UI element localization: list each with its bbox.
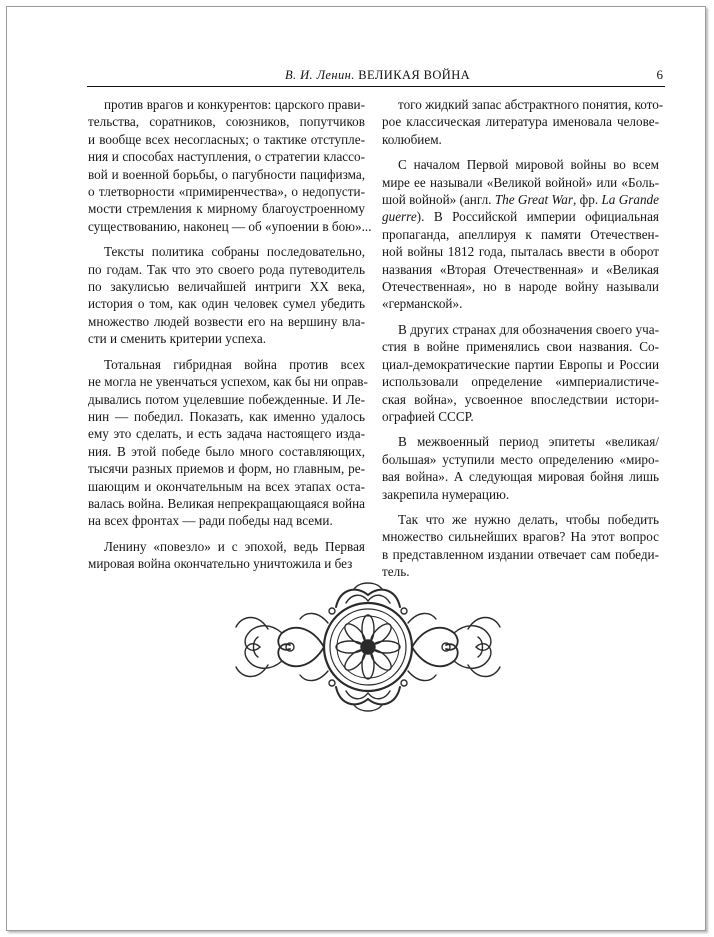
- paragraph: [88, 243, 365, 347]
- header-title: ВЕЛИКАЯ ВОЙНА: [358, 68, 471, 82]
- paragraph: [88, 96, 372, 235]
- text-line: мости стремления к мирному благоустроенному: [88, 201, 365, 217]
- running-head: [285, 68, 470, 83]
- text-line: колюбием.: [382, 131, 442, 147]
- right-text-column: [382, 96, 664, 589]
- text-line: тысячи разных приемов и форм, но главным, ре-: [88, 461, 365, 477]
- text-line: ния и способах наступления, о стратегии классо-: [88, 149, 365, 165]
- text-line: большая» уступили место определению «миро-: [382, 451, 659, 467]
- text-line: В других странах для обозначения своего уча-: [398, 321, 659, 337]
- text-line: мировая война окончательно уничтожила и без: [88, 556, 353, 572]
- text-line: шой войной» (англ. The Great War, фр. La Grande: [382, 192, 660, 208]
- text-line: шающим и окончательным на всех этапах оста-: [88, 478, 365, 494]
- text-line: В межвоенный период эпитеты «великая/: [398, 434, 659, 450]
- text-line: по годам. Так что это своего рода путеводитель: [88, 261, 365, 277]
- text-line: использовали определение «империалистиче-: [382, 374, 659, 390]
- paragraph: [382, 511, 659, 581]
- text-line: валась война. Великая непрекращающаяся война: [88, 495, 365, 511]
- text-line: закрепила нумерацию.: [382, 486, 510, 502]
- text-line: Ленину «повезло» и с эпохой, ведь Первая: [104, 538, 365, 554]
- text-line: в представленном издании отвечает сам победи-: [382, 546, 659, 562]
- paragraph: [382, 321, 659, 425]
- text-line: существованию, наконец — об «упоении в бою»...: [88, 218, 372, 234]
- text-line: «германской».: [382, 296, 463, 312]
- text-line: названия «Вторая Отечественная» и «Великая: [382, 261, 659, 277]
- text-line: ская война», усвоенное впоследствии истори-: [382, 391, 659, 407]
- text-line: ографией СССР.: [382, 408, 474, 424]
- paragraph: [382, 156, 659, 313]
- text-line: тельства, соратников, союзников, попутчиков: [88, 114, 365, 130]
- text-line: тель.: [382, 564, 410, 580]
- text-line: Отечественная», но в народе войну называли: [382, 279, 659, 295]
- text-line: множество людей возвести его на вершину вла-: [88, 313, 365, 329]
- text-line: о тлетворности «примиренчества», о недопусти-: [88, 184, 365, 200]
- text-line: ему это сделать, и есть задача настоящего изда-: [88, 426, 365, 442]
- text-line: Тотальная гибридная война против всех: [104, 356, 365, 372]
- text-line: сти и сменить критерии успеха.: [88, 331, 266, 347]
- text-line: стия в войне применялись свои названия. Со-: [382, 339, 659, 355]
- text-line: и вообще всех несогласных; о тактике отступле-: [88, 131, 365, 147]
- paragraph: [88, 356, 368, 530]
- text-line: guerre). В Российской империи официальная: [382, 209, 659, 225]
- text-line: Так что же нужно делать, чтобы победить: [398, 511, 659, 527]
- text-line: мире ее называли «Великой войной» или «Боль-: [382, 174, 659, 190]
- page-number: 6: [656, 67, 663, 82]
- text-line: нин — победил. Показать, как именно удалось: [88, 408, 365, 424]
- text-line: пропаганда, апеллируя к памяти Отечествен-: [382, 226, 659, 242]
- text-line: циал-демократические партии Европы и России: [382, 356, 659, 372]
- text-line: по закулисью величайшей интриги XX века,: [88, 279, 365, 295]
- header-author: В. И. Ленин.: [285, 68, 355, 82]
- paragraph: [382, 433, 659, 503]
- left-text-column: [88, 96, 372, 581]
- text-line: множество сильнейших врагов? На этот вопрос: [382, 529, 659, 545]
- baroque-rosette-ornament-icon: [228, 577, 508, 717]
- text-line: того жидкий запас абстрактного понятия, кото-: [398, 97, 664, 112]
- text-line: история о том, как один человек сумел убедить: [88, 296, 365, 312]
- text-line: ния. В этой победе было много составляющих,: [88, 443, 365, 459]
- paragraph: [88, 538, 365, 573]
- text-line: против врагов и конкурентов: царского прави-: [104, 97, 365, 112]
- text-line: С началом Первой мировой войны во всем: [398, 157, 659, 173]
- paragraph: [382, 96, 664, 148]
- running-header: [87, 66, 665, 87]
- text-line: ной войны 1812 года, пыталась ввести в оборот: [382, 244, 659, 260]
- text-line: Тексты политика собраны последовательно,: [104, 244, 365, 260]
- text-line: дывались потом уцелевшие побежденные. И Ле-: [88, 391, 365, 407]
- text-line: вой и военной борьбы, о пагубности пацифизма,: [88, 166, 365, 182]
- text-line: рое классическая литература именовала челове-: [382, 114, 659, 130]
- text-line: на всех фронтах — ради победы над всеми.: [88, 513, 333, 529]
- text-line: вая война». А следующая мировая бойня лишь: [382, 469, 659, 485]
- text-line: не могла не увенчаться успехом, как бы ни оправ-: [88, 374, 368, 390]
